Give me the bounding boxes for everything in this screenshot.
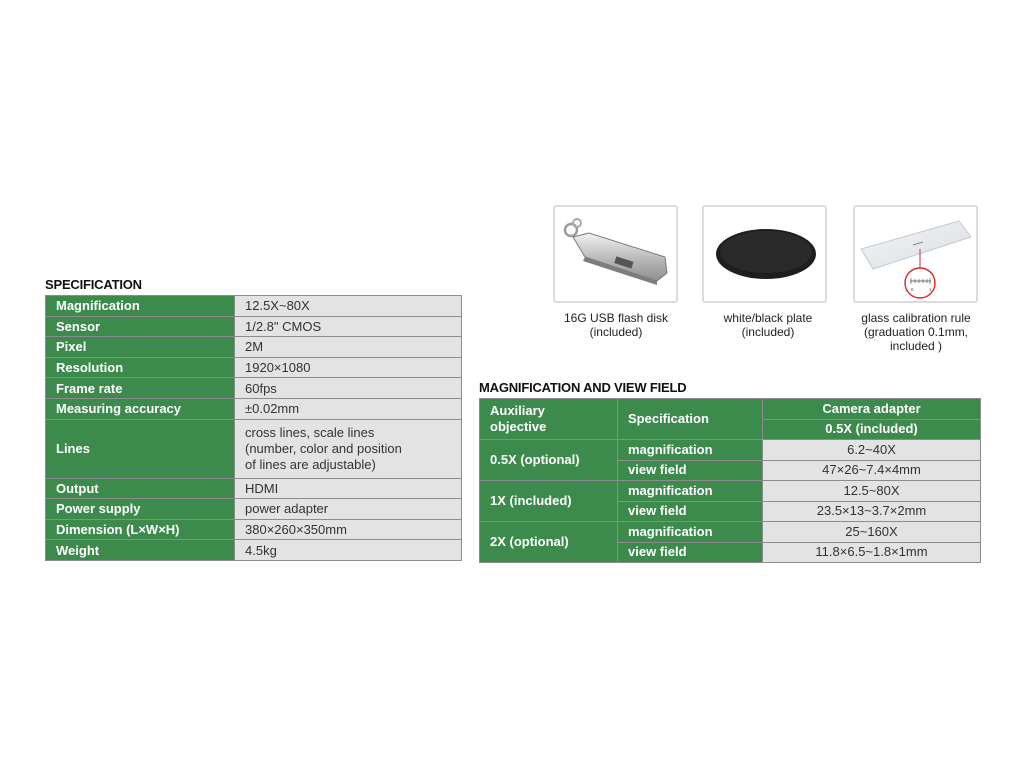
- table-row: [46, 519, 462, 540]
- caption-line: glass calibration rule: [861, 311, 971, 325]
- view-field-label: view field: [618, 460, 763, 481]
- view-field-label: view field: [618, 501, 763, 522]
- spec-value: 380×260×350mm: [235, 519, 462, 540]
- magnification-value: 25~160X: [763, 522, 981, 543]
- table-row: [480, 440, 981, 461]
- spec-value: 1920×1080: [235, 357, 462, 378]
- usb-flash-disk-icon: [555, 207, 676, 301]
- spec-key: Sensor: [46, 316, 235, 337]
- spec-key: Dimension (L×W×H): [46, 519, 235, 540]
- header-line: objective: [490, 419, 547, 434]
- table-row: [46, 357, 462, 378]
- camera-adapter-header: Camera adapter: [763, 399, 981, 420]
- spec-key: Measuring accuracy: [46, 398, 235, 419]
- accessory-usb-card: [553, 205, 678, 303]
- spec-value: 12.5X~80X: [235, 296, 462, 317]
- magnification-value: 6.2~40X: [763, 440, 981, 461]
- spec-key: Frame rate: [46, 378, 235, 399]
- table-row: [46, 478, 462, 499]
- caption-line: included ): [889, 339, 943, 353]
- caption-line: (included): [741, 325, 795, 339]
- accessory-glass-rule-caption: [846, 311, 986, 353]
- spec-key: Lines: [46, 419, 235, 478]
- spec-value-line: (number, color and position: [245, 440, 402, 456]
- auxiliary-objective-header: [480, 399, 618, 440]
- view-field-value: 11.8×6.5~1.8×1mm: [763, 542, 981, 563]
- view-field-value: 23.5×13~3.7×2mm: [763, 501, 981, 522]
- caption-line: white/black plate: [723, 311, 813, 325]
- objective-label: 2X (optional): [480, 522, 618, 563]
- spec-value-line: of lines are adjustable): [245, 456, 376, 472]
- table-row: [480, 522, 981, 543]
- header-line: Auxiliary: [490, 403, 545, 418]
- table-row: [46, 296, 462, 317]
- accessory-plate-caption: [698, 311, 838, 339]
- table-row: [480, 481, 981, 502]
- spec-value: 1/2.8" CMOS: [235, 316, 462, 337]
- magnification-label: magnification: [618, 440, 763, 461]
- table-row: [46, 499, 462, 520]
- magnification-view-field-table: [479, 398, 981, 563]
- accessory-plate-card: [702, 205, 827, 303]
- table-row: [46, 540, 462, 561]
- spec-value: 4.5kg: [235, 540, 462, 561]
- glass-calibration-rule-icon: [855, 207, 976, 301]
- magnification-label: magnification: [618, 481, 763, 502]
- magnification-value: 12.5~80X: [763, 481, 981, 502]
- spec-value: power adapter: [235, 499, 462, 520]
- spec-key: Magnification: [46, 296, 235, 317]
- spec-key: Power supply: [46, 499, 235, 520]
- table-row: [46, 337, 462, 358]
- objective-label: 0.5X (optional): [480, 440, 618, 481]
- magnification-view-field-title: MAGNIFICATION AND VIEW FIELD: [479, 380, 687, 395]
- spec-key: Resolution: [46, 357, 235, 378]
- magnification-label: magnification: [618, 522, 763, 543]
- accessory-usb-caption: [546, 311, 686, 339]
- spec-value: ±0.02mm: [235, 398, 462, 419]
- caption-line: (included): [589, 325, 643, 339]
- spec-value-line: cross lines, scale lines: [245, 424, 375, 440]
- view-field-value: 47×26~7.4×4mm: [763, 460, 981, 481]
- table-row: [46, 316, 462, 337]
- spec-value: 2M: [235, 337, 462, 358]
- caption-line: 16G USB flash disk: [563, 311, 669, 325]
- scale-mark-label: 1: [929, 287, 932, 292]
- specification-header: Specification: [618, 399, 763, 440]
- spec-value: 60fps: [235, 378, 462, 399]
- accessory-glass-rule-card: [853, 205, 978, 303]
- table-header-row: [480, 399, 981, 420]
- spec-key: Output: [46, 478, 235, 499]
- view-field-label: view field: [618, 542, 763, 563]
- specification-table: [45, 295, 462, 561]
- spec-value: HDMI: [235, 478, 462, 499]
- table-row: [46, 398, 462, 419]
- spec-value-multiline: [235, 419, 462, 478]
- scale-mark-label: 0: [911, 287, 914, 292]
- spec-key: Pixel: [46, 337, 235, 358]
- table-row: [46, 378, 462, 399]
- caption-line: (graduation 0.1mm,: [863, 325, 969, 339]
- specification-title: SPECIFICATION: [45, 277, 142, 292]
- camera-adapter-value-header: 0.5X (included): [763, 419, 981, 440]
- white-black-plate-icon: [704, 207, 825, 301]
- spec-key: Weight: [46, 540, 235, 561]
- objective-label: 1X (included): [480, 481, 618, 522]
- table-row: [46, 419, 462, 478]
